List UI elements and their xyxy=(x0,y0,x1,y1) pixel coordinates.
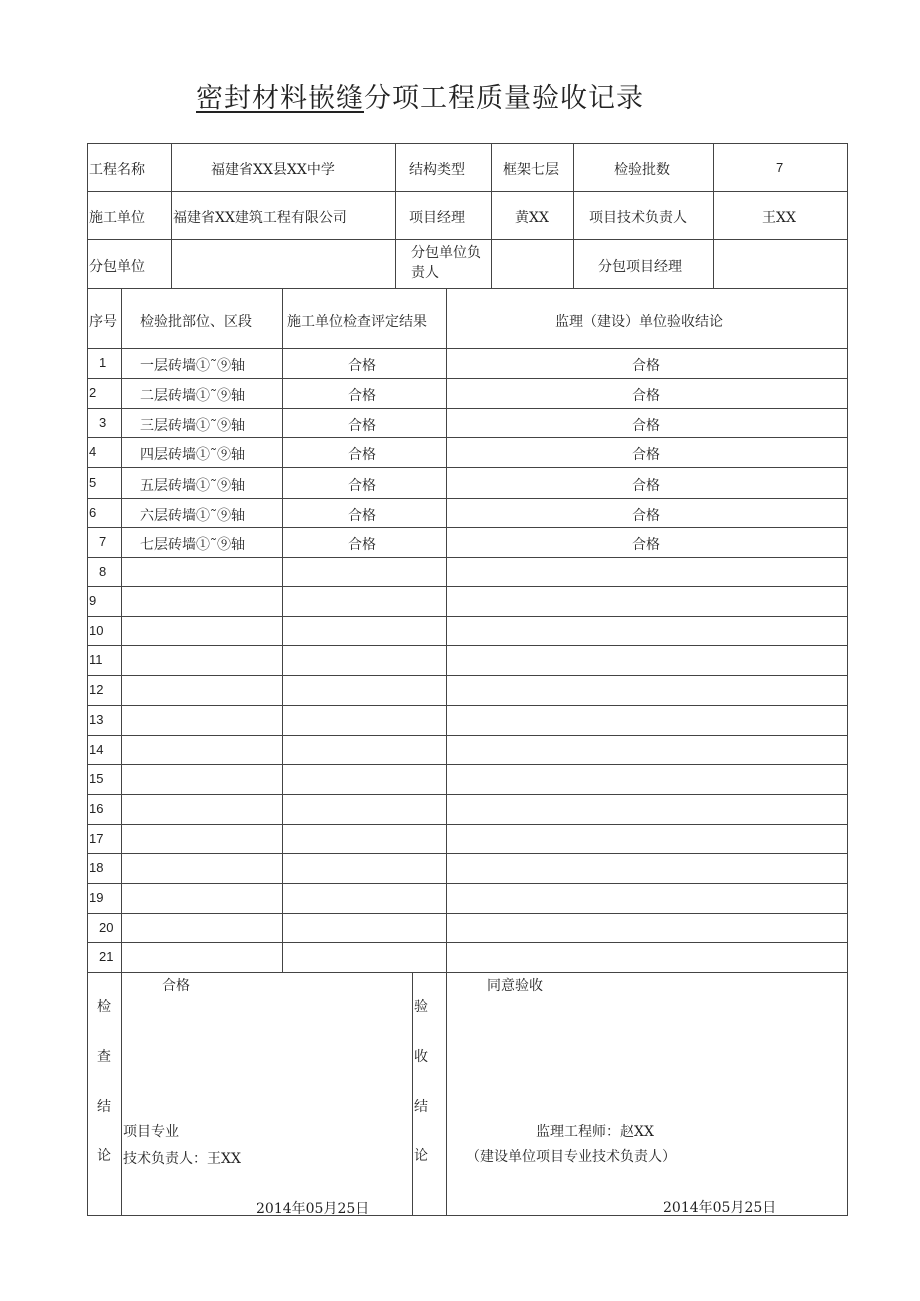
contractor-label: 施工单位 xyxy=(89,210,145,226)
sub-unit-label: 分包单位 xyxy=(89,259,145,275)
row-seq: 7 xyxy=(99,534,107,549)
accept-signer-line2: （建设单位项目专业技术负责人） xyxy=(466,1149,676,1165)
row-seq: 8 xyxy=(99,564,107,579)
accept-label-3: 结 xyxy=(414,1099,428,1115)
row-seq: 17 xyxy=(89,831,104,846)
row-seq: 21 xyxy=(99,949,114,964)
row-location: 六层砖墙①˜⑨轴 xyxy=(140,508,245,524)
row-supervisor-result: 合格 xyxy=(632,358,660,374)
row-seq: 19 xyxy=(89,890,104,905)
row-seq: 11 xyxy=(89,652,103,667)
check-label-4: 论 xyxy=(97,1148,111,1164)
table-border xyxy=(88,144,848,1216)
row-contractor-result: 合格 xyxy=(348,508,376,524)
check-label-3: 结 xyxy=(97,1099,111,1115)
col-header-seq: 序号 xyxy=(89,314,117,330)
sub-pm-label: 分包项目经理 xyxy=(598,259,682,275)
project-name-value: 福建省XX县XX中学 xyxy=(211,162,335,178)
row-supervisor-result: 合格 xyxy=(632,447,660,463)
structure-type-value: 框架七层 xyxy=(503,162,559,178)
row-seq: 5 xyxy=(89,475,97,490)
accept-label-2: 收 xyxy=(414,1049,428,1065)
check-label-2: 查 xyxy=(97,1049,111,1065)
row-contractor-result: 合格 xyxy=(348,478,376,494)
tech-lead-label: 项目技术负责人 xyxy=(589,210,687,226)
check-signer-line1: 项目专业 xyxy=(123,1124,179,1140)
row-seq: 6 xyxy=(89,505,97,520)
row-seq: 1 xyxy=(99,355,107,370)
batch-count-value: 7 xyxy=(776,160,784,175)
row-seq: 16 xyxy=(89,801,104,816)
sub-lead-label-line2: 责人 xyxy=(411,265,439,281)
project-name-label: 工程名称 xyxy=(89,162,145,178)
row-seq: 15 xyxy=(89,771,104,786)
row-seq: 3 xyxy=(99,415,107,430)
row-seq: 14 xyxy=(89,742,104,757)
row-seq: 4 xyxy=(89,444,97,459)
row-seq: 9 xyxy=(89,593,97,608)
row-location: 二层砖墙①˜⑨轴 xyxy=(140,388,245,404)
check-result: 合格 xyxy=(162,978,190,994)
batch-count-label: 检验批数 xyxy=(614,162,670,178)
row-seq: 18 xyxy=(89,860,104,875)
accept-result: 同意验收 xyxy=(487,978,543,994)
row-supervisor-result: 合格 xyxy=(632,388,660,404)
row-seq: 20 xyxy=(99,920,114,935)
accept-signer-line1: 监理工程师：赵XX xyxy=(536,1124,654,1140)
col-header-supervisor-result: 监理（建设）单位验收结论 xyxy=(555,314,723,330)
accept-label-1: 验 xyxy=(414,999,428,1015)
row-location: 三层砖墙①˜⑨轴 xyxy=(140,418,245,434)
row-seq: 13 xyxy=(89,712,104,727)
sub-lead-label-line1: 分包单位负 xyxy=(411,245,481,261)
row-location: 七层砖墙①˜⑨轴 xyxy=(140,537,245,553)
row-contractor-result: 合格 xyxy=(348,418,376,434)
row-contractor-result: 合格 xyxy=(348,537,376,553)
row-contractor-result: 合格 xyxy=(348,447,376,463)
project-manager-label: 项目经理 xyxy=(409,210,465,226)
row-supervisor-result: 合格 xyxy=(632,508,660,524)
col-header-location: 检验批部位、区段 xyxy=(140,314,252,330)
row-supervisor-result: 合格 xyxy=(632,537,660,553)
row-supervisor-result: 合格 xyxy=(632,478,660,494)
check-signer-line2: 技术负责人：王XX xyxy=(123,1151,241,1167)
row-seq: 2 xyxy=(89,385,97,400)
accept-label-4: 论 xyxy=(414,1148,428,1164)
title-underlined: 密封材料嵌缝 xyxy=(196,83,364,114)
structure-type-label: 结构类型 xyxy=(409,162,465,178)
row-contractor-result: 合格 xyxy=(348,388,376,404)
row-seq: 10 xyxy=(89,623,104,638)
tech-lead-value: 王XX xyxy=(762,210,796,226)
row-seq: 12 xyxy=(89,682,104,697)
row-location: 一层砖墙①˜⑨轴 xyxy=(140,358,245,374)
col-header-contractor-result: 施工单位检查评定结果 xyxy=(287,314,427,330)
project-manager-value: 黄XX xyxy=(515,210,549,226)
contractor-value: 福建省XX建筑工程有限公司 xyxy=(173,210,347,226)
accept-date: 2014年05月25日 xyxy=(663,1200,777,1216)
row-contractor-result: 合格 xyxy=(348,358,376,374)
row-location: 五层砖墙①˜⑨轴 xyxy=(140,478,245,494)
row-location: 四层砖墙①˜⑨轴 xyxy=(140,447,245,463)
check-label-1: 检 xyxy=(97,999,111,1015)
row-supervisor-result: 合格 xyxy=(632,418,660,434)
check-date: 2014年05月25日 xyxy=(256,1201,370,1217)
title-rest: 分项工程质量验收记录 xyxy=(364,83,644,114)
